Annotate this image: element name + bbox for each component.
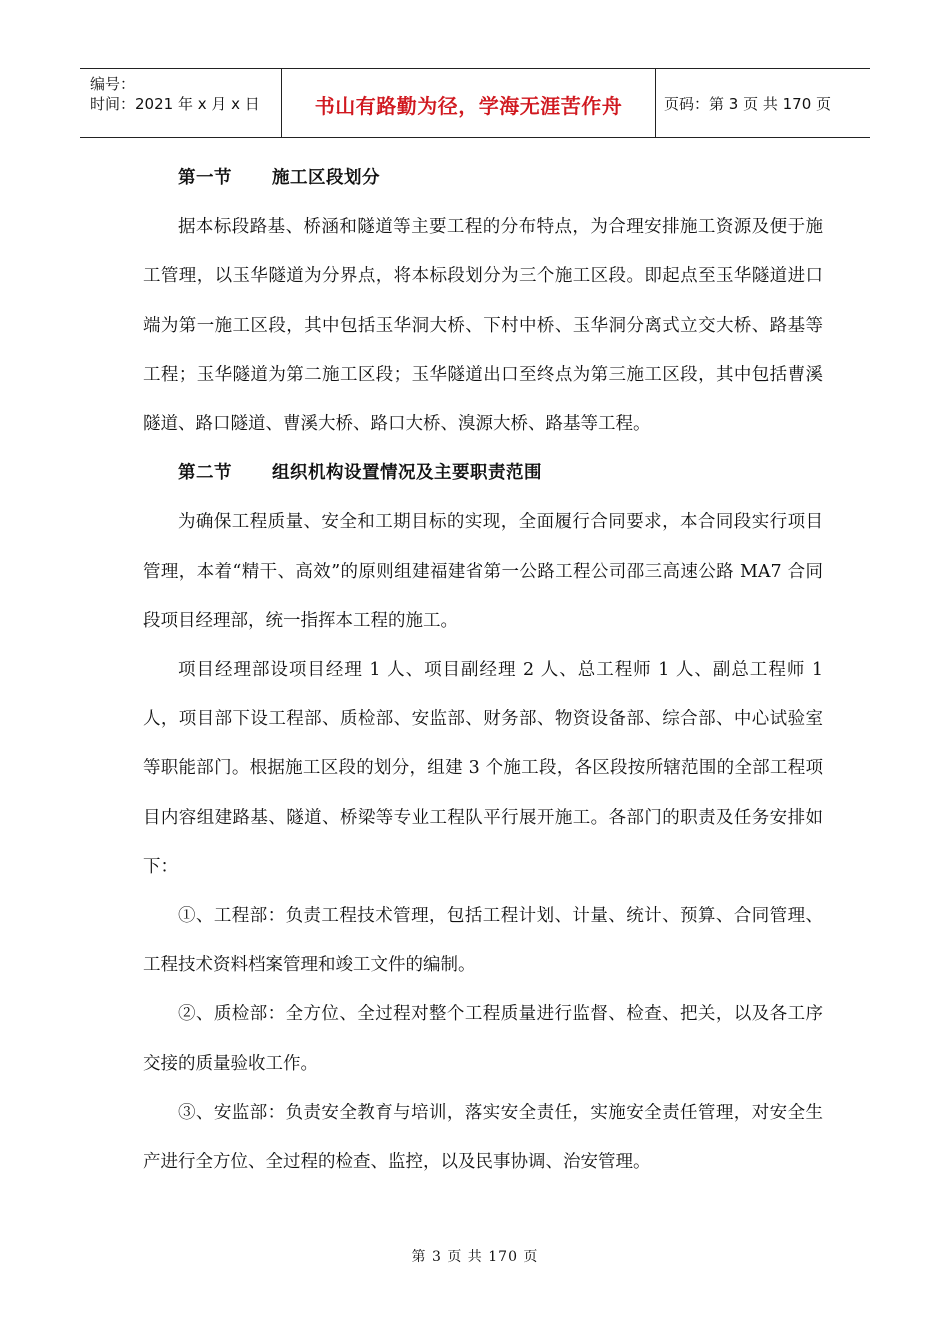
paragraph: ①、工程部：负责工程技术管理，包括工程计划、计量、统计、预算、合同管理、工程技术资料档案管理和竣工文件的编制。 xyxy=(143,906,823,976)
section-number: 第一节 xyxy=(178,168,232,188)
section-number: 第二节 xyxy=(178,463,232,484)
paragraph: ③、安监部：负责安全教育与培训，落实安全责任，实施安全责任管理，对安全生产进行全方位、全过程的检查、监控，以及民事协调、治安管理。 xyxy=(143,1102,823,1173)
header-meta xyxy=(80,69,282,137)
paragraph: ②、质检部：全方位、全过程对整个工程质量进行监督、检查、把关，以及各工序交接的质量验收工作。 xyxy=(143,1004,823,1074)
page-footer: 第 3 页 共 170 页 xyxy=(411,1249,539,1265)
document-header xyxy=(80,68,870,138)
paragraph: 为确保工程质量、安全和工期目标的实现，全面履行合同要求，本合同段实行项目管理，本着“精干、高效”的原则组建福建省第一公路工程公司邵三高速公路 MA7 合同段项目经理部，统一指挥本工程的施工。 xyxy=(143,512,823,631)
document-date: 时间：2021 年 x 月 x 日 xyxy=(90,95,260,113)
header-motto: 书山有路勤为径，学海无涯苦作舟 xyxy=(282,69,656,137)
document-number-label: 编号： xyxy=(90,75,136,93)
paragraph: 据本标段路基、桥涵和隧道等主要工程的分布特点，为合理安排施工资源及便于施工管理，以玉华隧道为分界点，将本标段划分为三个施工区段。即起点至玉华隧道进口端为第一施工区段，其中包括玉华洞大桥、下村中桥、玉华洞分离式立交大桥、路基等工程；玉华隧道为第二施工区段；玉华隧道出口至终点为第三施工区段，其中包括曹溪隧道、路口隧道、曹溪大桥、路口大桥、溴源大桥、路基等工程。 xyxy=(143,217,823,435)
section-title xyxy=(143,154,823,203)
section-name: 施工区段划分 xyxy=(272,168,380,188)
section-name: 组织机构设置情况及主要职责范围 xyxy=(272,463,542,484)
paragraph: 项目经理部设项目经理 1 人、项目副经理 2 人、总工程师 1 人、副总工程师 1 人，项目部下设工程部、质检部、安监部、财务部、物资设备部、综合部、中心试验室等职能部门。根据施工区段的划分，组建 3 个施工段，各区段按所辖范围的全部工程项目内容组建路基、隧道、桥梁等专业工程队平行展开施工。各部门的职责及任务安排如下： xyxy=(143,660,823,877)
header-page-info: 页码：第 3 页 共 170 页 xyxy=(664,94,832,113)
section-title xyxy=(143,449,823,498)
document-body xyxy=(143,154,823,1187)
